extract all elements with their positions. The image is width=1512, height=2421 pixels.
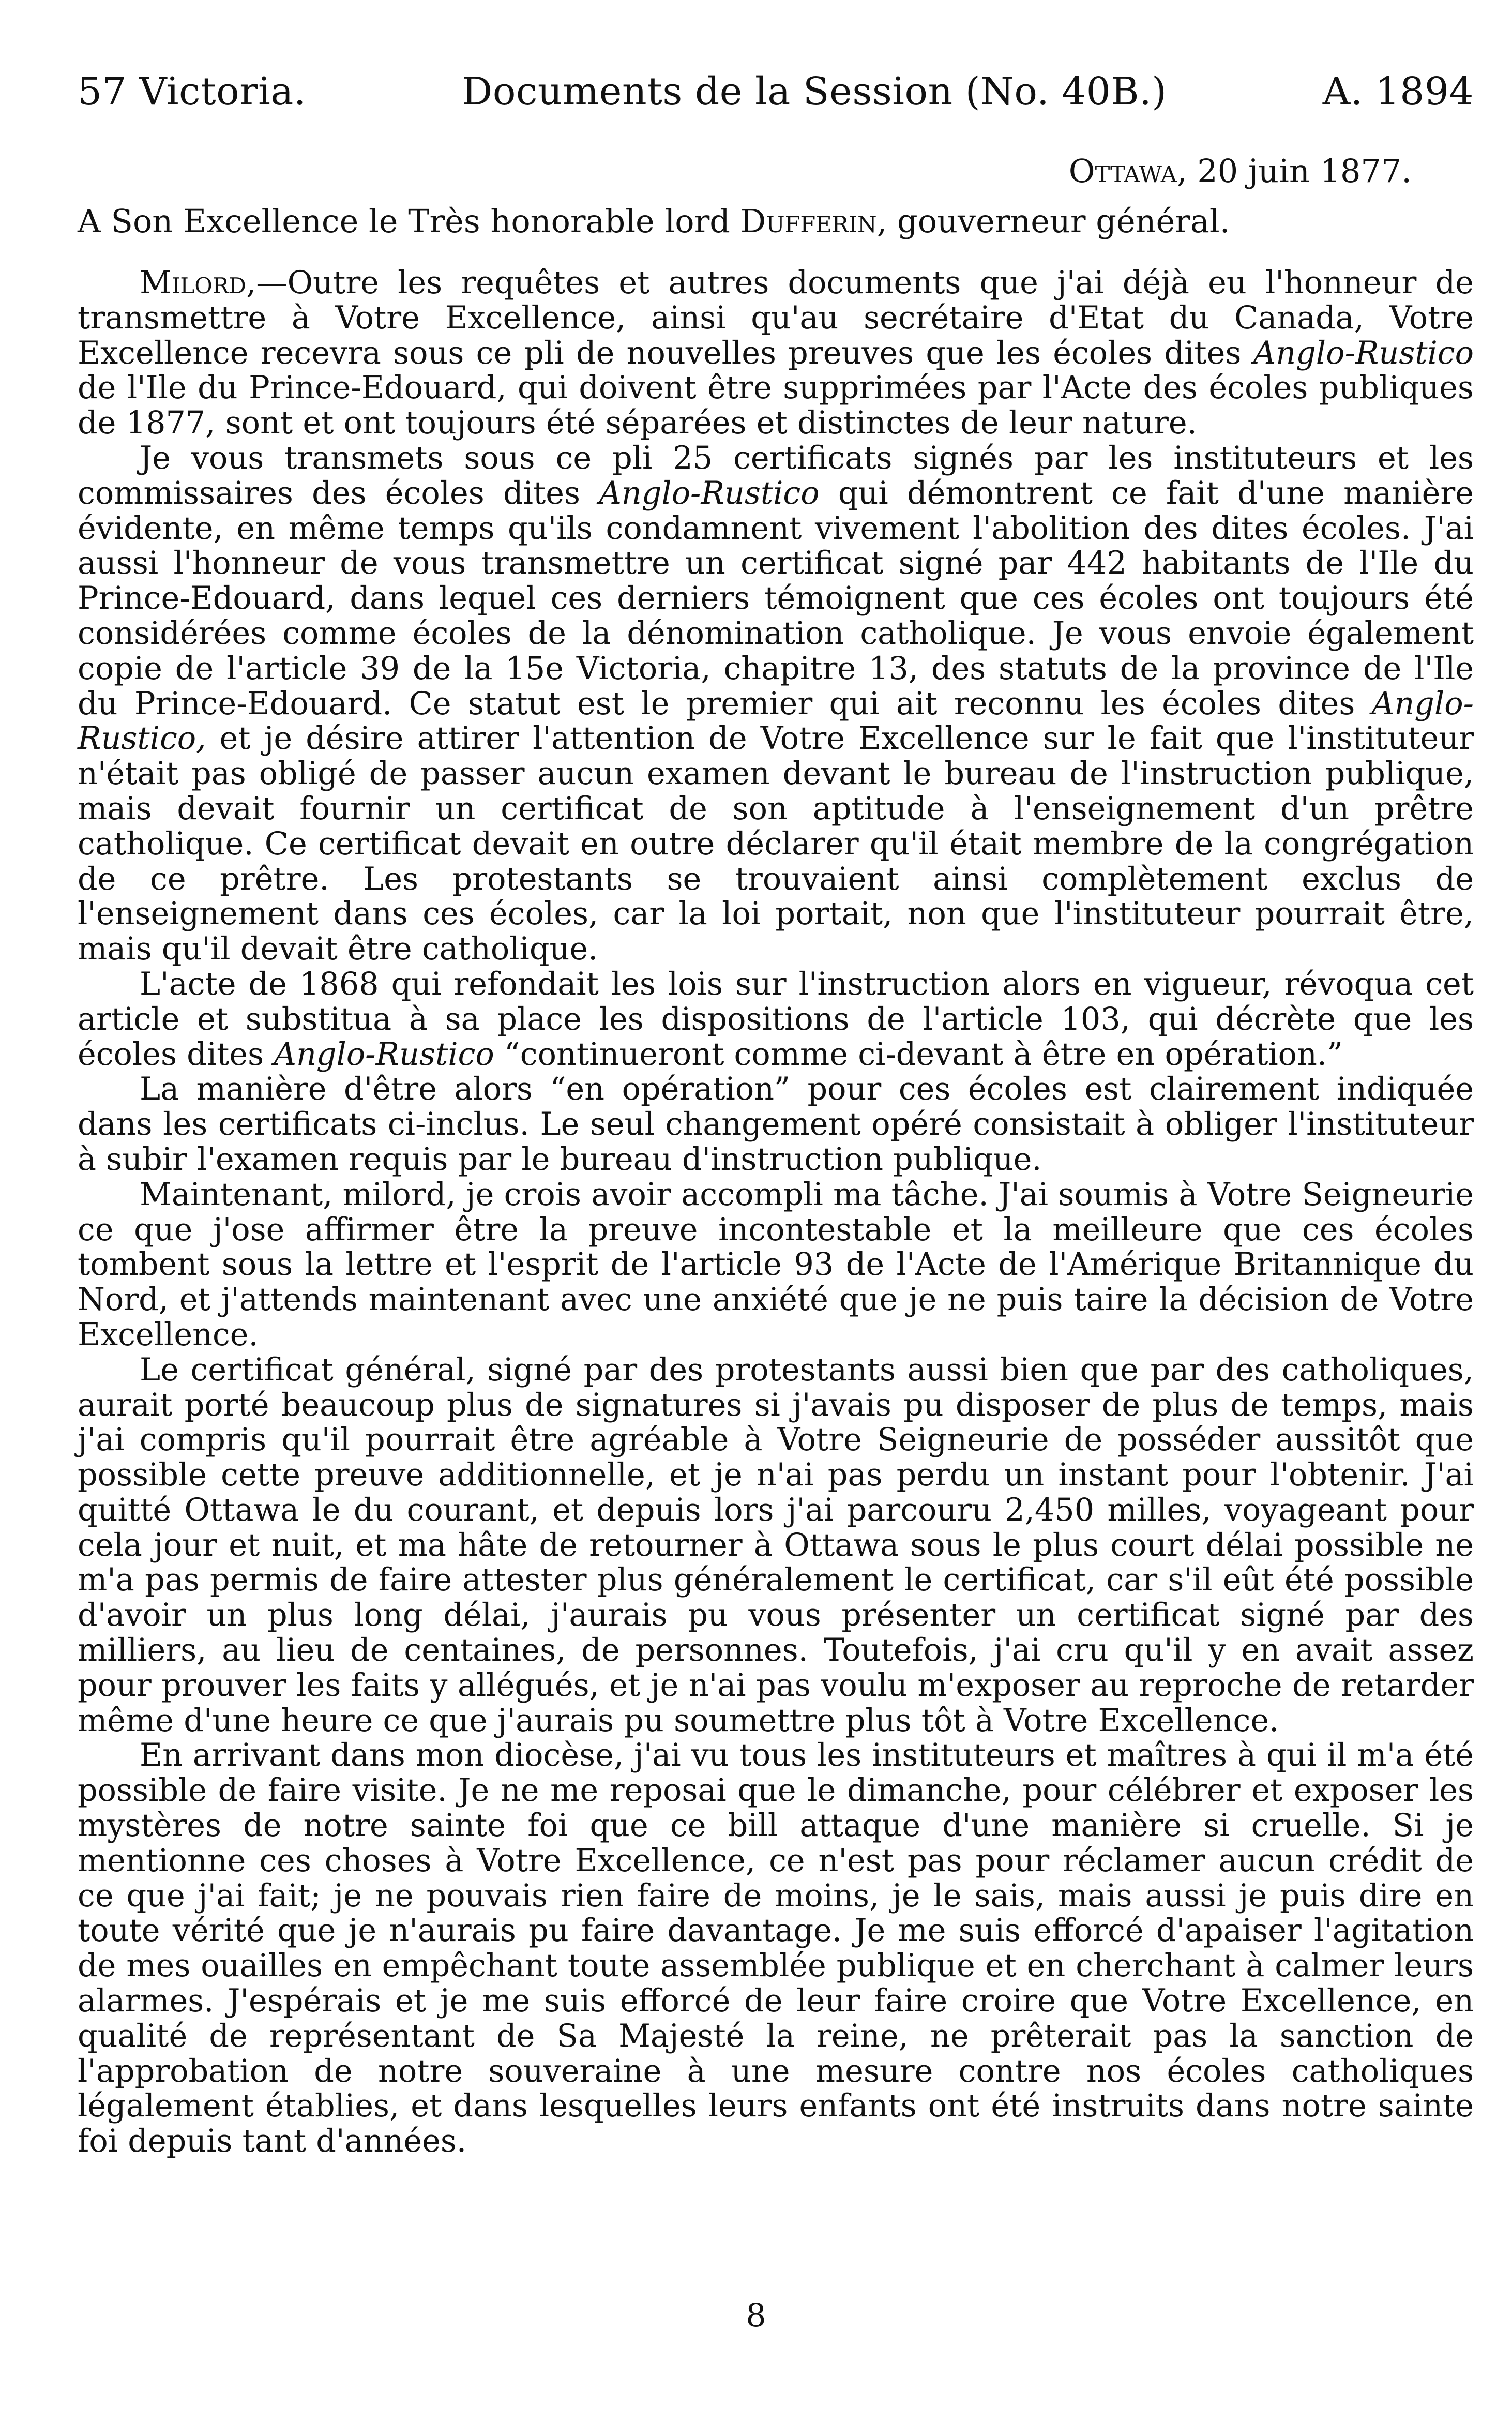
header-title: Documents de la Session (No. 40B.) bbox=[462, 69, 1167, 114]
paragraph: En arrivant dans mon diocèse, j'ai vu tous les instituteurs et maîtres à qui il m'a été possible de faire visite. Je ne me reposai que le dimanche, pour célébrer et exposer les mystères de notre sainte foi que ce bill attaque d'une manière si cruelle. Si je mentionne ces choses à Votre Excellence, ce n'est pas pour réclamer aucun crédit de ce que j'ai fait; je ne pouvais rien faire de moins, je le sais, mais aussi je puis dire en toute vérité que je n'aurais pu faire davantage. Je me suis efforcé d'apaiser l'agitation de mes ouailles en empêchant toute assemblée publique et en cherchant à calmer leurs alarmes. J'espérais et je me suis efforcé de leur faire croire que Votre Excellence, en qualité de représentant de Sa Majesté la reine, ne prêterait pas la sanction de l'approbation de notre souveraine à une mesure contre nos écoles catholiques légalement établies, et dans lesquelles leurs enfants ont été instruits dans notre sainte foi depuis tant d'années. bbox=[78, 1737, 1474, 2160]
paragraph: La manière d'être alors “en opération” pour ces écoles est clairement indiquée dans les certificats ci-inclus. Le seul changement opéré consistait à obliger l'instituteur à subir l'examen requis par le bureau d'instruction publique. bbox=[78, 1071, 1474, 1178]
letter-place: Ottawa, bbox=[1068, 152, 1187, 190]
letter-place-date bbox=[78, 152, 1474, 190]
paragraph: Le certificat général, signé par des protestants aussi bien que par des catholiques, aurait porté beaucoup plus de signatures si j'avais pu disposer de plus de temps, mais j'ai compris qu'il pourrait être agréable à Votre Seigneurie de posséder aussitôt que possible cette preuve additionnelle, et je n'ai pas perdu un instant pour l'obtenir. J'ai quitté Ottawa le du courant, et depuis lors j'ai parcouru 2,450 milles, voyageant pour cela jour et nuit, et ma hâte de retourner à Ottawa sous le plus court délai possible ne m'a pas permis de faire attester plus généralement le certificat, car s'il eût été possible d'avoir un plus long délai, j'aurais pu vous présenter un certificat signé par des milliers, au lieu de centaines, de personnes. Toutefois, j'ai cru qu'il y en avait assez pour prouver les faits y allégués, et je n'ai pas voulu m'exposer au reproche de retarder même d'une heure ce que j'aurais pu soumettre plus tôt à Votre Excellence. bbox=[78, 1351, 1474, 1739]
paragraph: Milord,—Outre les requêtes et autres documents que j'ai déjà eu l'honneur de transmettre à Votre Excellence, ainsi qu'au secrétaire d'Etat du Canada, Votre Excellence recevra sous ce pli de nouvelles preuves que les écoles dites Anglo-Rustico de l'Ile du Prince-Edouard, qui doivent être supprimées par l'Acte des écoles publiques de 1877, sont et ont toujours été séparées et distinctes de leur nature. bbox=[78, 265, 1474, 442]
address-name: Dufferin bbox=[740, 202, 877, 240]
header-year: A. 1894 bbox=[1322, 69, 1474, 114]
paragraph: Maintenant, milord, je crois avoir accompli ma tâche. J'ai soumis à Votre Seigneurie ce que j'ose affirmer être la preuve incontestable et la meilleure que ces écoles tombent sous la lettre et l'esprit de l'article 93 de l'Acte de l'Amérique Britannique du Nord, et j'attends maintenant avec une anxiété que je ne puis taire la décision de Votre Excellence. bbox=[78, 1176, 1474, 1353]
running-header bbox=[78, 69, 1474, 114]
paragraph: L'acte de 1868 qui refondait les lois sur l'instruction alors en vigueur, révoqua cet article et substitua à sa place les dispositions de l'article 103, qui décrète que les écoles dites Anglo-Rustico “continueront comme ci-devant à être en opération.” bbox=[78, 966, 1474, 1073]
page-number: 8 bbox=[746, 2296, 766, 2334]
address-prefix: A Son Excellence le Très honorable lord bbox=[78, 202, 740, 240]
letter-address bbox=[78, 202, 1474, 240]
paragraph: Je vous transmets sous ce pli 25 certificats signés par les instituteurs et les commissaires des écoles dites Anglo-Rustico qui démontrent ce fait d'une manière évidente, en même temps qu'ils condamnent vivement l'abolition des dites écoles. J'ai aussi l'honneur de vous transmettre un certificat signé par 442 habitants de l'Ile du Prince-Edouard, dans lequel ces derniers témoignent que ces écoles ont toujours été considérées comme écoles de la dénomination catholique. Je vous envoie également copie de l'article 39 de la 15e Victoria, chapitre 13, des statuts de la province de l'Ile du Prince-Edouard. Ce statut est le premier qui ait reconnu les écoles dites Anglo-Rustico, et je désire attirer l'attention de Votre Excellence sur le fait que l'instituteur n'était pas obligé de passer aucun examen devant le bureau de l'instruction publique, mais devait fournir un certificat de son aptitude à l'enseignement d'un prêtre catholique. Ce certificat devait en outre déclarer qu'il était membre de la congrégation de ce prêtre. Les protestants se trouvaient ainsi complètement exclus de l'enseignement dans ces écoles, car la loi portait, non que l'instituteur pourrait être, mais qu'il devait être catholique. bbox=[78, 440, 1474, 968]
address-suffix: , gouverneur général. bbox=[876, 202, 1230, 240]
letter-body bbox=[78, 266, 1474, 2159]
document-page bbox=[78, 69, 1474, 2160]
letter-date: 20 juin 1877. bbox=[1197, 152, 1412, 190]
salutation: Milord, bbox=[140, 265, 256, 301]
header-volume: 57 Victoria. bbox=[78, 69, 306, 114]
